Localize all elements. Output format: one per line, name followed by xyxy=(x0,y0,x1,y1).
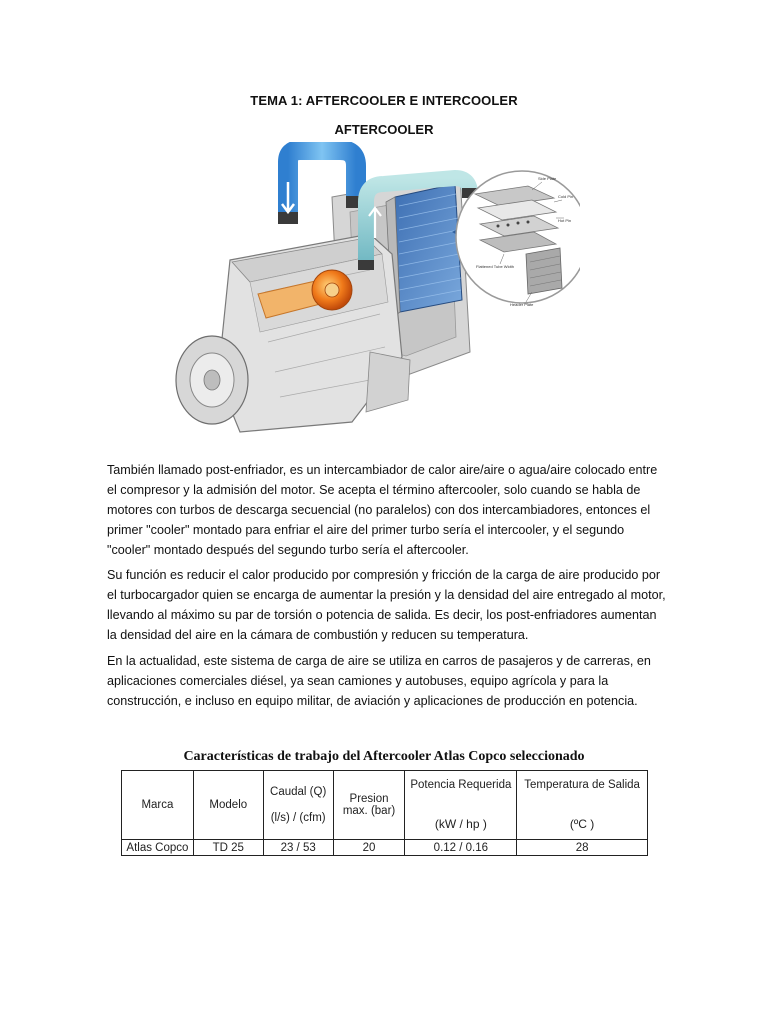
table-caption: Características de trabajo del Aftercooler Atlas Copco seleccionado xyxy=(183,749,585,764)
table-header-row xyxy=(122,771,648,840)
cell-caudal: 23 / 53 xyxy=(263,840,333,856)
aftercooler-engine-figure xyxy=(170,142,580,454)
header-temperatura: Temperatura de Salida (ºC ) xyxy=(517,771,648,840)
paragraph-applications: En la actualidad, este sistema de carga de aire se utiliza en carros de pasajeros y de carreras, en aplicaciones comerciales diésel, ya sean camiones y autobuses, equipo agrícola y para la construcción, e incluso en equipo militar, de aviación y aplicaciones de producción en potencia. xyxy=(107,654,651,708)
cell-presion: 20 xyxy=(333,840,405,856)
section-title: AFTERCOOLER xyxy=(334,122,434,137)
core-detail-inset xyxy=(456,171,580,307)
label-cold-pin: Cold Pin xyxy=(558,194,574,199)
paragraph-definition: También llamado post-enfriador, es un intercambiador de calor aire/aire o agua/aire colocado entre el compresor y la admisión del motor. Se acepta el término aftercooler, solo cuando se habla de motores con turbos de descarga secuencial (no paralelos) con dos intercambiadores, entonces el primer "cooler" montado para enfriar el aire del primer turbo sería el intercooler, y el segundo "cooler" montado después del segundo turbo sería el aftercooler. xyxy=(107,463,658,557)
label-flattened-tube: Flattened Tube Width xyxy=(476,264,515,269)
cell-temperatura: 28 xyxy=(517,840,648,856)
cell-potencia: 0.12 / 0.16 xyxy=(405,840,517,856)
engine-illustration xyxy=(170,142,580,454)
header-modelo: Modelo xyxy=(193,771,263,840)
header-presion: Presion max. (bar) xyxy=(333,771,405,840)
label-hot-pin: Hot Pin xyxy=(558,218,572,223)
aftercooler-core xyxy=(386,184,462,318)
header-potencia: Potencia Requerida (kW / hp ) xyxy=(405,771,517,840)
cell-marca: Atlas Copco xyxy=(122,840,194,856)
paragraph-function: Su función es reducir el calor producido por compresión y fricción de la carga de aire producido por el turbocargador quien se encarga de aumentar la presión y la densidad del aire entregado al motor, llevando al máximo su par de torsión o potencia de salida. Es decir, los post-enfriadores aumentan la densidad del aire en la cámara de combustión y reducen su temperatura. xyxy=(107,568,666,642)
cell-modelo: TD 25 xyxy=(193,840,263,856)
page-title: TEMA 1: AFTERCOOLER E INTERCOOLER xyxy=(250,93,518,108)
specifications-table xyxy=(121,770,648,856)
header-caudal: Caudal (Q) (l/s) / (cfm) xyxy=(263,771,333,840)
label-side-plate: Side Plate xyxy=(538,176,557,181)
label-header-plate: Header Plate xyxy=(510,302,534,307)
header-marca: Marca xyxy=(122,771,194,840)
table-row xyxy=(122,840,648,856)
